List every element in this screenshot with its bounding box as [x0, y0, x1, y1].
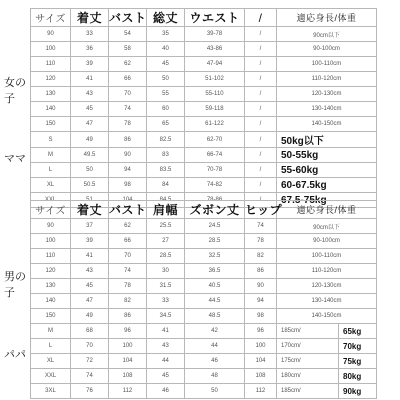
- cell-pants-length: 50: [185, 384, 245, 399]
- table-row: [31, 132, 377, 148]
- cell-hip: 108: [245, 369, 277, 384]
- cell-size: L: [31, 163, 71, 178]
- cell-total-length: 55: [147, 87, 185, 102]
- header-waist: ウエスト: [185, 9, 245, 27]
- table-row: [31, 384, 377, 399]
- cell-size: 140: [31, 102, 71, 117]
- cell-bust: 108: [109, 369, 147, 384]
- cell-hip: 74: [245, 219, 277, 234]
- cell-bust: 70: [109, 87, 147, 102]
- cell-bust: 66: [109, 234, 147, 249]
- cell-bust: 86: [109, 132, 147, 148]
- cell-total-length: 82.5: [147, 132, 185, 148]
- cell-shoulder: 45: [147, 369, 185, 384]
- table-row: [31, 279, 377, 294]
- cell-shoulder: 41: [147, 324, 185, 339]
- cell-pants-length: 44.5: [185, 294, 245, 309]
- cell-total-length: 84.5: [147, 193, 185, 208]
- cell-slash: /: [245, 27, 277, 42]
- cell-size: 130: [31, 279, 71, 294]
- cell-pants-length: 42: [185, 324, 245, 339]
- cell-size: L: [31, 339, 71, 354]
- cell-size: 130: [31, 87, 71, 102]
- cell-waist: 51-102: [185, 72, 245, 87]
- table-row: [31, 117, 377, 132]
- cell-hip: 112: [245, 384, 277, 399]
- cell-slash: /: [245, 148, 277, 163]
- cell-fit: 100-110cm: [277, 249, 377, 264]
- cell-bust: 86: [109, 309, 147, 324]
- table-row: [31, 219, 377, 234]
- cell-fit-weight-value: 75kg: [343, 356, 362, 366]
- header-length: 着丈: [71, 9, 109, 27]
- cell-length: 45: [71, 102, 109, 117]
- cell-fit: 60-67.5kg: [277, 178, 377, 193]
- cell-shoulder: 25.5: [147, 219, 185, 234]
- table-row: [31, 87, 377, 102]
- cell-fit: 140-150cm: [277, 309, 377, 324]
- cell-fit-weight: [339, 354, 377, 369]
- cell-length: 49: [71, 132, 109, 148]
- group-label-boy: 男の子: [4, 271, 26, 299]
- cell-pants-length: 32.5: [185, 249, 245, 264]
- cell-fit: 50kg以下: [277, 132, 377, 148]
- cell-bust: 82: [109, 294, 147, 309]
- cell-fit: 130-140cm: [277, 294, 377, 309]
- header-total-length: 総丈: [147, 9, 185, 27]
- cell-total-length: 40: [147, 42, 185, 57]
- cell-bust: 78: [109, 279, 147, 294]
- cell-shoulder: 31.5: [147, 279, 185, 294]
- cell-hip: 86: [245, 264, 277, 279]
- cell-size: 100: [31, 42, 71, 57]
- cell-fit-weight: [339, 384, 377, 399]
- cell-fit: 110-120cm: [277, 264, 377, 279]
- header-hip: ヒップ: [245, 201, 277, 219]
- header-slash: /: [245, 9, 277, 27]
- cell-shoulder: 44: [147, 354, 185, 369]
- cell-shoulder: 33: [147, 294, 185, 309]
- cell-length: 39: [71, 57, 109, 72]
- cell-size: M: [31, 148, 71, 163]
- cell-size: 150: [31, 117, 71, 132]
- cell-slash: /: [245, 117, 277, 132]
- cell-fit: 67.5-75kg: [277, 193, 377, 208]
- cell-length: 47: [71, 117, 109, 132]
- cell-bust: 104: [109, 193, 147, 208]
- cell-length: 72: [71, 354, 109, 369]
- cell-waist: 70-78: [185, 163, 245, 178]
- group-label-papa: パパ: [4, 349, 26, 361]
- cell-fit: 130-140cm: [277, 102, 377, 117]
- cell-length: 51: [71, 193, 109, 208]
- cell-length: 49: [71, 309, 109, 324]
- cell-length: 49.5: [71, 148, 109, 163]
- cell-length: 36: [71, 42, 109, 57]
- cell-size: S: [31, 132, 71, 148]
- cell-total-length: 45: [147, 57, 185, 72]
- cell-fit-weight-value: 90kg: [343, 386, 362, 396]
- cell-hip: 104: [245, 354, 277, 369]
- cell-total-length: 83.5: [147, 163, 185, 178]
- cell-waist: 66-74: [185, 148, 245, 163]
- cell-total-length: 65: [147, 117, 185, 132]
- header-shoulder: 肩幅: [147, 201, 185, 219]
- table-row: [31, 309, 377, 324]
- table-row: [31, 102, 377, 117]
- cell-length: 43: [71, 87, 109, 102]
- cell-bust: 104: [109, 354, 147, 369]
- table-row: [31, 294, 377, 309]
- cell-fit-weight: [339, 339, 377, 354]
- size-table-top: [30, 8, 377, 208]
- cell-length: 50.5: [71, 178, 109, 193]
- cell-slash: /: [245, 193, 277, 208]
- cell-fit-weight-value: 65kg: [343, 326, 362, 336]
- cell-total-length: 83: [147, 148, 185, 163]
- cell-fit: 120-130cm: [277, 279, 377, 294]
- header-pants-length: ズボン丈: [185, 201, 245, 219]
- cell-size: M: [31, 324, 71, 339]
- header-bust: バスト: [109, 201, 147, 219]
- cell-length: 47: [71, 294, 109, 309]
- cell-shoulder: 27: [147, 234, 185, 249]
- cell-length: 74: [71, 369, 109, 384]
- cell-pants-length: 24.5: [185, 219, 245, 234]
- cell-waist: 47-94: [185, 57, 245, 72]
- cell-pants-length: 44: [185, 339, 245, 354]
- table-row: [31, 57, 377, 72]
- cell-size: XL: [31, 354, 71, 369]
- cell-pants-length: 40.5: [185, 279, 245, 294]
- cell-pants-length: 46: [185, 354, 245, 369]
- table-row: [31, 354, 377, 369]
- cell-size: XXL: [31, 369, 71, 384]
- header-size: サイズ: [31, 9, 71, 27]
- cell-length: 43: [71, 264, 109, 279]
- cell-length: 50: [71, 163, 109, 178]
- cell-size: 110: [31, 249, 71, 264]
- cell-pants-length: 48: [185, 369, 245, 384]
- cell-pants-length: 48.5: [185, 309, 245, 324]
- cell-size: 120: [31, 72, 71, 87]
- size-chart: [30, 8, 376, 398]
- cell-length: 33: [71, 27, 109, 42]
- cell-fit: 90-100cm: [277, 42, 377, 57]
- cell-length: 41: [71, 72, 109, 87]
- cell-total-length: 50: [147, 72, 185, 87]
- cell-shoulder: 28.5: [147, 249, 185, 264]
- cell-length: 41: [71, 249, 109, 264]
- cell-waist: 55-110: [185, 87, 245, 102]
- header-fit-height-weight: 適応身長/体重: [277, 9, 377, 27]
- header-fit-height-weight: 適応身長/体重: [277, 201, 377, 219]
- cell-fit: 55-60kg: [277, 163, 377, 178]
- table-row: [31, 163, 377, 178]
- header-bust: バスト: [109, 9, 147, 27]
- cell-fit-weight-value: 70kg: [343, 341, 362, 351]
- cell-fit-height: 170cm/: [277, 339, 339, 354]
- cell-pants-length: 36.5: [185, 264, 245, 279]
- cell-slash: /: [245, 163, 277, 178]
- cell-bust: 112: [109, 384, 147, 399]
- cell-total-length: 35: [147, 27, 185, 42]
- cell-length: 68: [71, 324, 109, 339]
- cell-bust: 96: [109, 324, 147, 339]
- cell-waist: 62-70: [185, 132, 245, 148]
- cell-hip: 90: [245, 279, 277, 294]
- cell-bust: 62: [109, 57, 147, 72]
- cell-hip: 96: [245, 324, 277, 339]
- cell-size: 90: [31, 219, 71, 234]
- cell-fit: 90-100cm: [277, 234, 377, 249]
- table-row: [31, 148, 377, 163]
- table-row: [31, 264, 377, 279]
- cell-fit-height: 175cm/: [277, 354, 339, 369]
- cell-fit-weight: [339, 324, 377, 339]
- cell-size: 150: [31, 309, 71, 324]
- cell-total-length: 84: [147, 178, 185, 193]
- cell-waist: 39-78: [185, 27, 245, 42]
- cell-fit: 50-55kg: [277, 148, 377, 163]
- cell-bust: 58: [109, 42, 147, 57]
- cell-shoulder: 30: [147, 264, 185, 279]
- cell-hip: 100: [245, 339, 277, 354]
- table-row: [31, 324, 377, 339]
- cell-waist: 74-82: [185, 178, 245, 193]
- cell-waist: 59-118: [185, 102, 245, 117]
- cell-size: 120: [31, 264, 71, 279]
- header-length: 着丈: [71, 201, 109, 219]
- cell-size: 90: [31, 27, 71, 42]
- table-row: [31, 369, 377, 384]
- cell-bust: 100: [109, 339, 147, 354]
- size-table-bottom: [30, 200, 377, 399]
- cell-bust: 66: [109, 72, 147, 87]
- cell-length: 76: [71, 384, 109, 399]
- cell-bust: 90: [109, 148, 147, 163]
- table-header-row: [31, 201, 377, 219]
- group-label-girl: 女の子: [4, 77, 26, 105]
- cell-bust: 70: [109, 249, 147, 264]
- cell-fit: 90cm以下: [277, 219, 377, 234]
- cell-fit: 120-130cm: [277, 87, 377, 102]
- cell-size: XL: [31, 178, 71, 193]
- cell-shoulder: 43: [147, 339, 185, 354]
- cell-bust: 94: [109, 163, 147, 178]
- cell-fit-height: 185cm/: [277, 324, 339, 339]
- table-row: [31, 339, 377, 354]
- table-row: [31, 72, 377, 87]
- cell-bust: 74: [109, 264, 147, 279]
- cell-fit: 100-110cm: [277, 57, 377, 72]
- cell-slash: /: [245, 102, 277, 117]
- table-row: [31, 234, 377, 249]
- cell-slash: /: [245, 72, 277, 87]
- cell-hip: 78: [245, 234, 277, 249]
- cell-fit-weight-value: 80kg: [343, 371, 362, 381]
- cell-shoulder: 46: [147, 384, 185, 399]
- cell-shoulder: 34.5: [147, 309, 185, 324]
- cell-length: 39: [71, 234, 109, 249]
- cell-bust: 98: [109, 178, 147, 193]
- cell-slash: /: [245, 87, 277, 102]
- cell-slash: /: [245, 42, 277, 57]
- table-row: [31, 27, 377, 42]
- table-header-row: [31, 9, 377, 27]
- cell-size: XXL: [31, 193, 71, 208]
- cell-size: 3XL: [31, 384, 71, 399]
- cell-fit: 90cm以下: [277, 27, 377, 42]
- cell-bust: 54: [109, 27, 147, 42]
- table-row: [31, 178, 377, 193]
- cell-slash: /: [245, 132, 277, 148]
- cell-bust: 74: [109, 102, 147, 117]
- cell-size: 110: [31, 57, 71, 72]
- cell-length: 70: [71, 339, 109, 354]
- cell-hip: 94: [245, 294, 277, 309]
- cell-total-length: 60: [147, 102, 185, 117]
- cell-hip: 98: [245, 309, 277, 324]
- cell-fit: 110-120cm: [277, 72, 377, 87]
- cell-waist: 78-86: [185, 193, 245, 208]
- group-label-mama: ママ: [4, 153, 26, 165]
- table-row: [31, 42, 377, 57]
- table-row: [31, 249, 377, 264]
- cell-fit-height: 180cm/: [277, 369, 339, 384]
- cell-size: 100: [31, 234, 71, 249]
- cell-fit-height: 185cm/: [277, 384, 339, 399]
- cell-length: 45: [71, 279, 109, 294]
- header-size: サイズ: [31, 201, 71, 219]
- cell-waist: 61-122: [185, 117, 245, 132]
- cell-fit: 140-150cm: [277, 117, 377, 132]
- cell-bust: 78: [109, 117, 147, 132]
- cell-waist: 43-86: [185, 42, 245, 57]
- cell-fit-weight: [339, 369, 377, 384]
- cell-slash: /: [245, 57, 277, 72]
- cell-bust: 62: [109, 219, 147, 234]
- cell-size: 140: [31, 294, 71, 309]
- cell-pants-length: 28.5: [185, 234, 245, 249]
- cell-slash: /: [245, 178, 277, 193]
- cell-hip: 82: [245, 249, 277, 264]
- cell-length: 37: [71, 219, 109, 234]
